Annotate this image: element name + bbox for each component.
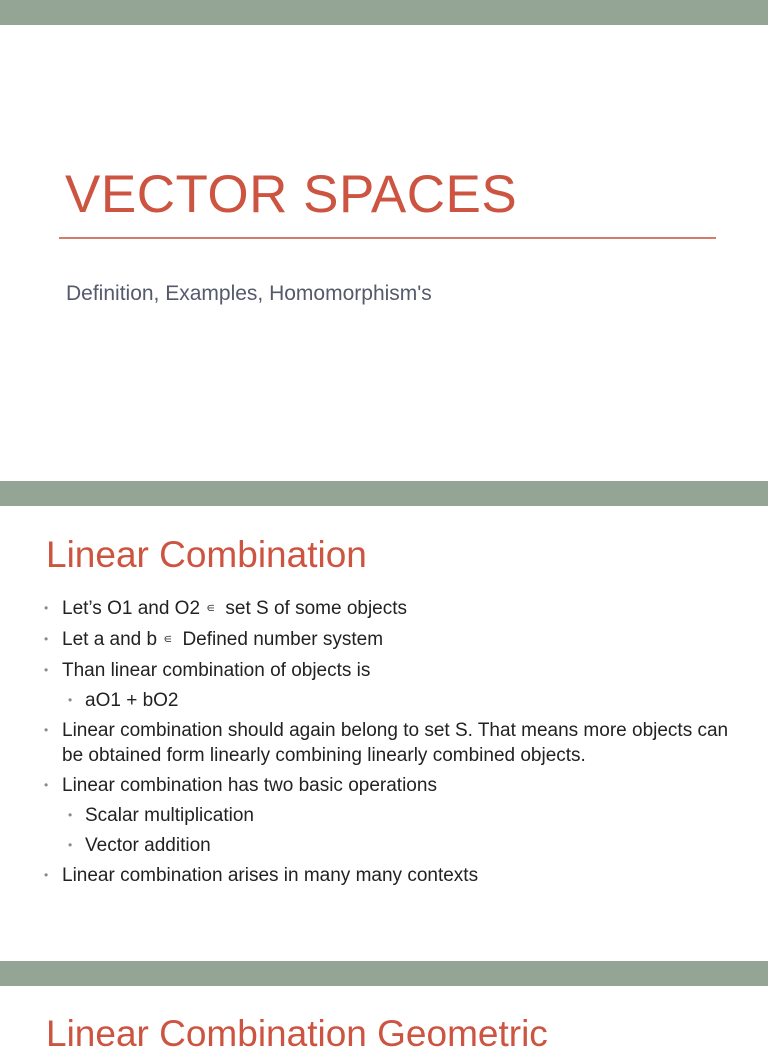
bullet-dot-icon: • bbox=[44, 601, 49, 615]
bullet-item bbox=[44, 718, 734, 768]
slide-title bbox=[0, 25, 768, 481]
bullet-text: Than linear combination of objects is bbox=[62, 660, 371, 681]
sub-bullet-item bbox=[44, 833, 734, 858]
sub-bullet-item bbox=[44, 688, 734, 713]
bullet-item bbox=[44, 596, 734, 622]
slide-heading: Linear Combination bbox=[46, 534, 367, 575]
slide-heading: Linear Combination Geometric bbox=[46, 1013, 548, 1054]
slide-separator-band bbox=[0, 0, 768, 25]
bullet-text: Linear combination arises in many many contexts bbox=[62, 865, 479, 886]
bullet-text: Let’s O1 and O2 bbox=[62, 598, 201, 619]
bullet-dot-icon: • bbox=[44, 868, 49, 882]
presentation-subtitle: Definition, Examples, Homomorphism's bbox=[66, 282, 432, 305]
bullet-text: Defined number system bbox=[182, 629, 384, 650]
slide-linear-combination-geometric bbox=[0, 986, 768, 1054]
bullet-text: aO1 + bO2 bbox=[85, 690, 179, 711]
bullet-dot-icon: • bbox=[44, 778, 49, 792]
bullet-list bbox=[44, 596, 734, 893]
bullet-dot-icon: • bbox=[68, 693, 73, 707]
bullet-text: Linear combination has two basic operations bbox=[62, 775, 437, 796]
slide-separator-band bbox=[0, 481, 768, 506]
bullet-dot-icon: • bbox=[44, 663, 49, 677]
bullet-dot-icon: • bbox=[68, 808, 73, 822]
bullet-text: Scalar multiplication bbox=[85, 805, 254, 826]
element-of-symbol: ∊ bbox=[163, 631, 173, 646]
slide-linear-combination bbox=[0, 506, 768, 961]
bullet-dot-icon: • bbox=[44, 723, 49, 737]
bullet-item bbox=[44, 773, 734, 798]
bullet-text: Let a and b bbox=[62, 629, 158, 650]
bullet-dot-icon: • bbox=[44, 632, 49, 646]
sub-bullet-item bbox=[44, 803, 734, 828]
bullet-item bbox=[44, 863, 734, 888]
bullet-text: Linear combination should again belong to set S. That means more objects can be obtained form linearly combining linearly combined objects. bbox=[62, 720, 729, 766]
title-underline-divider bbox=[59, 237, 716, 239]
presentation-title: VECTOR SPACES bbox=[65, 165, 518, 224]
element-of-symbol: ∊ bbox=[206, 600, 216, 615]
bullet-dot-icon: • bbox=[68, 838, 73, 852]
bullet-text: set S of some objects bbox=[225, 598, 408, 619]
bullet-item bbox=[44, 627, 734, 653]
bullet-item bbox=[44, 658, 734, 683]
slide-separator-band bbox=[0, 961, 768, 986]
bullet-text: Vector addition bbox=[85, 835, 211, 856]
